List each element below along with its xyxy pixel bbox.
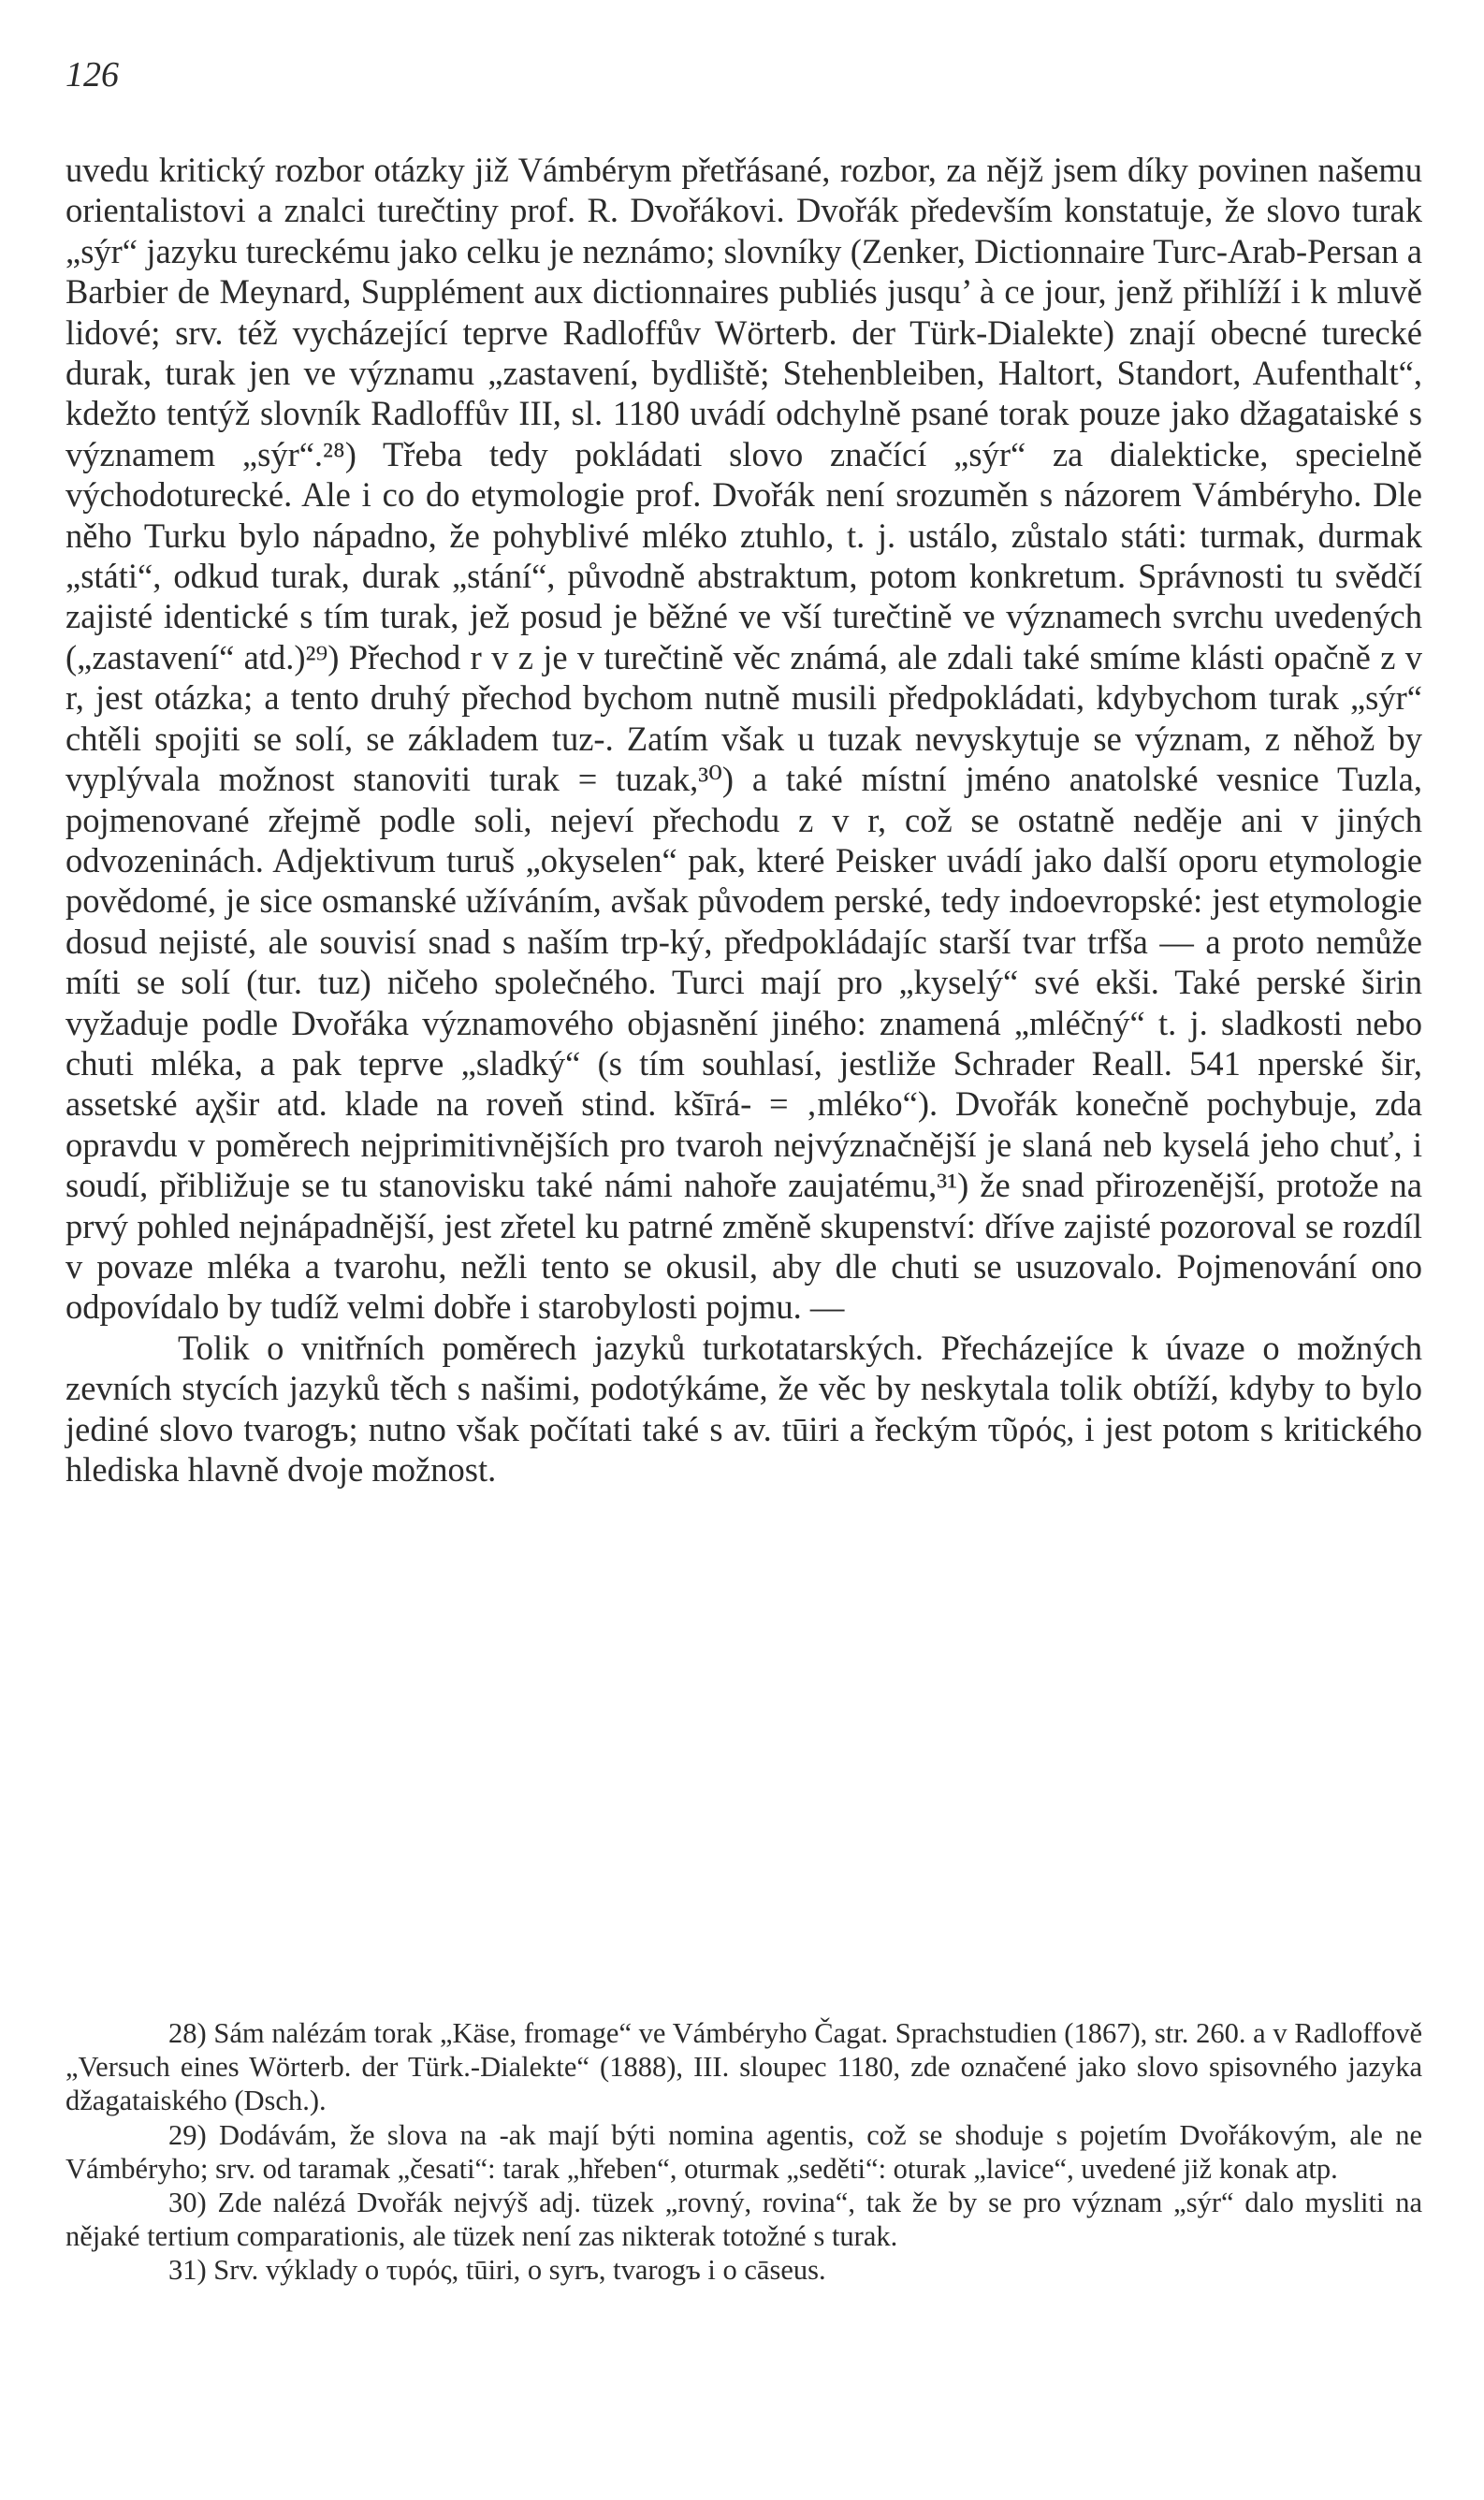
footnote-label: 28) — [168, 2017, 207, 2049]
main-text — [65, 150, 1422, 1490]
footnotes — [65, 2016, 1422, 2288]
footnote-28 — [65, 2016, 1422, 2118]
paragraph-1: uvedu kritický rozbor otázky již Vámbérym přetřásané, rozbor, za nějž jsem díky povinen našemu orientalistovi a znalci turečtiny prof. R. Dvořákovi. Dvořák především konstatuje, že slovo turak „sýr“ jazyku tureckému jako celku je neznámo; slovníky (Zenker, Dictionnaire Turc-Arab-Persan a Barbier de Meynard, Supplément aux dictionnaires publiés jusqu’ à ce jour, jenž přihlíží i k mluvě lidové; srv. též vycházející teprve Radloffův Wörterb. der Türk-Dialekte) znají obecné turecké durak, turak jen ve významu „zastavení, bydliště; Stehenbleiben, Haltort, Standort, Aufenthalt“, kdežto tentýž slovník Radloffův III, sl. 1180 uvádí odchylně psané torak pouze jako džagataiské s významem „sýr“.²⁸) Třeba tedy pokládati slovo značící „sýr“ za dialekticke, specielně východoturecké. Ale i co do etymologie prof. Dvořák není srozuměn s názorem Vámbéryho. Dle něho Turku bylo nápadno, že pohyblivé mléko ztuhlo, t. j. ustálo, zůstalo státi: turmak, durmak „státi“, odkud turak, durak „stání“, původně abstraktum, potom konkretum. Správnosti tu svědčí zajisté identické s tím turak, jež posud je běžné ve vší turečtině ve významech svrchu uvedených („zastavení“ atd.)²⁹) Přechod r v z je v turečtině věc známá, ale zdali také smíme klásti opačně z v r, jest otázka; a tento druhý přechod bychom nutně musili předpokládati, kdybychom turak „sýr“ chtěli spojiti se solí, se základem tuz-. Zatím však u tuzak nevyskytuje se význam, z něhož by vyplývala možnost stanoviti turak = tuzak,³⁰) a také místní jméno anatolské vesnice Tuzla, pojmenované zřejmě podle soli, nejeví přechodu z v r, což se ostatně neděje ani v jiných odvozeninách. Adjektivum turuš „okyselen“ pak, které Peisker uvádí jako další oporu etymologie povědomé, je sice osmanské užíváním, avšak původem perské, tedy indoevropské: jest etymologie dosud nejisté, ale souvisí snad s naším trp-ký, předpokládajíc starší tvar trfša — a proto nemůže míti se solí (tur. tuz) ničeho společného. Turci mají pro „kyselý“ své ekši. Také perské širin vyžaduje podle Dvořáka významového objasnění jiného: znamená „mléčný“ t. j. sladkosti nebo chuti mléka, a pak teprve „sladký“ (s tím souhlasí, jestliže Schrader Reall. 541 nperské šir, assetské aχšir atd. klade na roveň stind. kšīrá- = ‚mléko“). Dvořák konečně pochybuje, zda opravdu v poměrech nejprimitivnějších pro tvaroh nejvýznačnější je slaná neb kyselá jeho chuť, i soudí, přibližuje se tu stanovisku také námi nahoře zaujatému,³¹) že snad přirozenější, protože na prvý pohled nejnápadnější, jest zřetel ku patrné změně skupenství: dříve zajisté pozoroval se rozdíl v povaze mléka a tvarohu, nežli tento se okusil, aby dle chuti se usuzovalo. Pojmenování ono odpovídalo by tudíž velmi dobře i starobylosti pojmu. — — [65, 151, 1422, 1327]
footnote-text: Dodávám, že slova na -ak mají býti nomina agentis, což se shoduje s pojetím Dvořákovým, ale ne Vámbéryho; srv. od taramak „česati“: tarak „hřeben“, oturmak „seděti“: oturak „lavice“, uvedené již konak atp. — [65, 2118, 1422, 2185]
footnote-label: 31) — [168, 2254, 207, 2287]
footnote-label: 30) — [168, 2187, 207, 2219]
footnote-label: 29) — [168, 2118, 207, 2151]
footnote-text: Zde nalézá Dvořák nejvýš adj. tüzek „rovný, rovina“, tak že by se pro význam „sýr“ dalo mysliti na nějaké tertium comparationis, ale tüzek není zas nikterak totožné s turak. — [65, 2187, 1423, 2253]
footnote-text: Srv. výklady o τυρός, tūiri, o syrъ, tvarogъ i o cāseus. — [213, 2254, 826, 2287]
footnote-30 — [65, 2186, 1422, 2253]
footnote-31 — [65, 2253, 1422, 2287]
page-number: 126 — [65, 55, 119, 94]
footnote-text: Sám nalézám torak „Käse, fromage“ ve Vámbéryho Čagat. Sprachstudien (1867), str. 260. a v Radloffově „Versuch eines Wörterb. der Türk.-Dialekte“ (1888), III. sloupec 1180, zde označené jako slovo spisovného jazyka džagataiského (Dsch.). — [65, 2017, 1423, 2117]
paragraph-2: Tolik o vnitřních poměrech jazyků turkotatarských. Přecházejíce k úvaze o možných zevních stycích jazyků těch s našimi, podotýkáme, že věc by neskytala tolik obtíží, kdyby to bylo jediné slovo tvarogъ; nutno však počítati také s av. tūiri a řeckým τῦρός, i jest potom s kritického hlediska hlavně dvoje možnost. — [65, 1328, 1422, 1489]
footnote-29 — [65, 2118, 1422, 2186]
